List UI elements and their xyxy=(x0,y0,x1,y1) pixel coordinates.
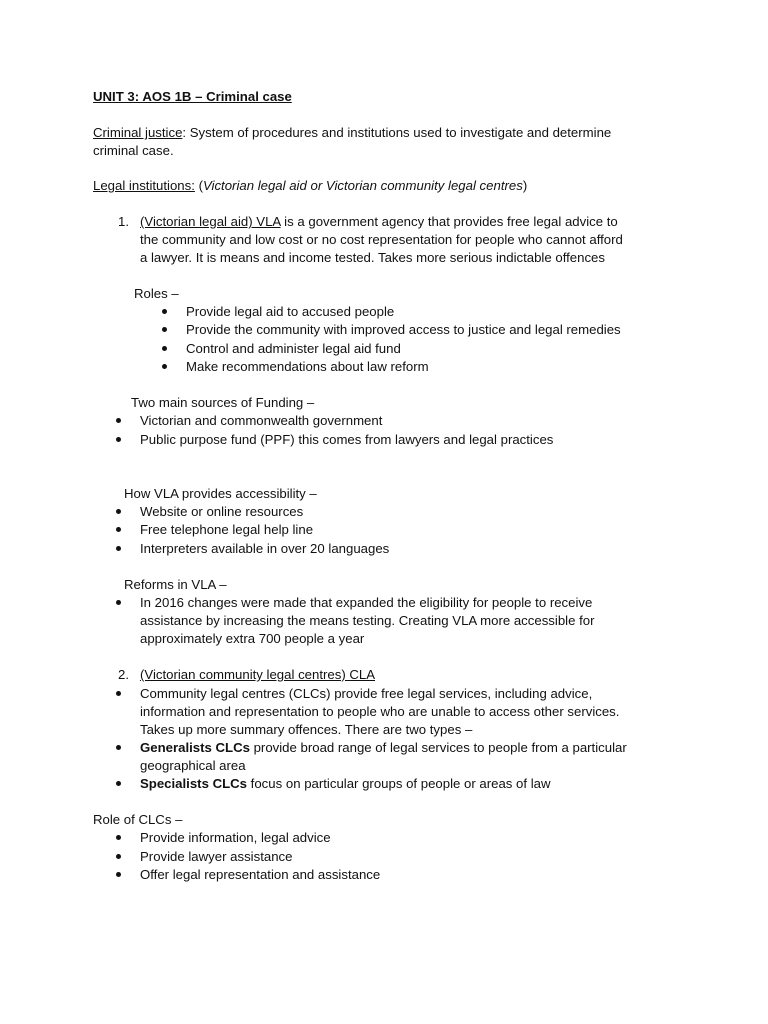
role-item: Provide the community with improved access to justice and legal remedies xyxy=(186,322,621,337)
bullet xyxy=(162,309,167,314)
role-item: Control and administer legal aid fund xyxy=(186,341,401,356)
criminal-justice-text: : System of procedures and institutions used to investigate and determine xyxy=(182,125,612,140)
specialists-item xyxy=(140,775,551,793)
reform-item-cont: assistance by increasing the means testing. Creating VLA more accessible for xyxy=(140,613,595,628)
bullet xyxy=(116,691,121,696)
bullet xyxy=(162,346,167,351)
specialists-desc: focus on particular groups of people or areas of law xyxy=(247,776,551,791)
funding-item: Victorian and commonwealth government xyxy=(140,413,383,428)
reforms-heading: Reforms in VLA – xyxy=(124,577,227,592)
criminal-justice-term: Criminal justice xyxy=(93,125,183,140)
bullet xyxy=(116,745,121,750)
criminal-justice-definition xyxy=(93,124,611,142)
accessibility-item: Website or online resources xyxy=(140,504,304,519)
vla-number: 1. xyxy=(118,214,129,229)
accessibility-item: Free telephone legal help line xyxy=(140,522,314,537)
vla-description xyxy=(140,213,618,231)
generalists-item-cont: geographical area xyxy=(140,758,246,773)
open-paren: ( xyxy=(194,178,203,193)
legal-institutions-note: Victorian legal aid or Victorian community legal centres xyxy=(202,178,523,193)
funding-item: Public purpose fund (PPF) this comes from lawyers and legal practices xyxy=(140,432,554,447)
bullet xyxy=(116,600,121,605)
generalists-desc: provide broad range of legal services to people from a particular xyxy=(249,740,627,755)
bullet xyxy=(116,527,121,532)
reform-item-cont: approximately extra 700 people a year xyxy=(140,631,365,646)
bullet xyxy=(162,364,167,369)
bullet xyxy=(116,418,121,423)
clc-description-cont: information and representation to people who are unable to access other services. xyxy=(140,704,620,719)
bullet xyxy=(116,509,121,514)
vla-desc-3: a lawyer. It is means and income tested. Takes more serious indictable offences xyxy=(140,250,605,265)
bullet xyxy=(116,437,121,442)
accessibility-item: Interpreters available in over 20 languages xyxy=(140,541,390,556)
role-item: Provide legal aid to accused people xyxy=(186,304,395,319)
generalists-item xyxy=(140,739,627,757)
clc-role-item: Provide lawyer assistance xyxy=(140,849,293,864)
bullet xyxy=(116,546,121,551)
bullet xyxy=(116,781,121,786)
legal-institutions-term: Legal institutions: xyxy=(93,178,195,193)
accessibility-heading: How VLA provides accessibility – xyxy=(124,486,317,501)
clc-role-item: Offer legal representation and assistance xyxy=(140,867,381,882)
vla-desc-1: is a government agency that provides free legal advice to xyxy=(280,214,618,229)
cla-number: 2. xyxy=(118,667,129,682)
generalists-term: Generalists CLCs xyxy=(140,740,250,755)
role-item: Make recommendations about law reform xyxy=(186,359,429,374)
clc-roles-heading: Role of CLCs – xyxy=(93,812,183,827)
document-title: UNIT 3: AOS 1B – Criminal case xyxy=(93,89,292,104)
roles-heading: Roles – xyxy=(134,286,179,301)
vla-heading: (Victorian legal aid) VLA xyxy=(140,214,281,229)
clc-role-item: Provide information, legal advice xyxy=(140,830,331,845)
funding-heading: Two main sources of Funding – xyxy=(131,395,315,410)
close-paren: ) xyxy=(522,178,528,193)
cla-heading: (Victorian community legal centres) CLA xyxy=(140,667,376,682)
vla-desc-2: the community and low cost or no cost representation for people who cannot afford xyxy=(140,232,623,247)
reform-item: In 2016 changes were made that expanded the eligibility for people to receive xyxy=(140,595,593,610)
bullet xyxy=(162,327,167,332)
bullet xyxy=(116,835,121,840)
bullet xyxy=(116,854,121,859)
specialists-term: Specialists CLCs xyxy=(140,776,248,791)
clc-description: Community legal centres (CLCs) provide free legal services, including advice, xyxy=(140,686,593,701)
legal-institutions-line xyxy=(93,177,527,195)
clc-description-cont: Takes up more summary offences. There are two types – xyxy=(140,722,473,737)
bullet xyxy=(116,872,121,877)
criminal-justice-definition-cont: criminal case. xyxy=(93,143,174,158)
